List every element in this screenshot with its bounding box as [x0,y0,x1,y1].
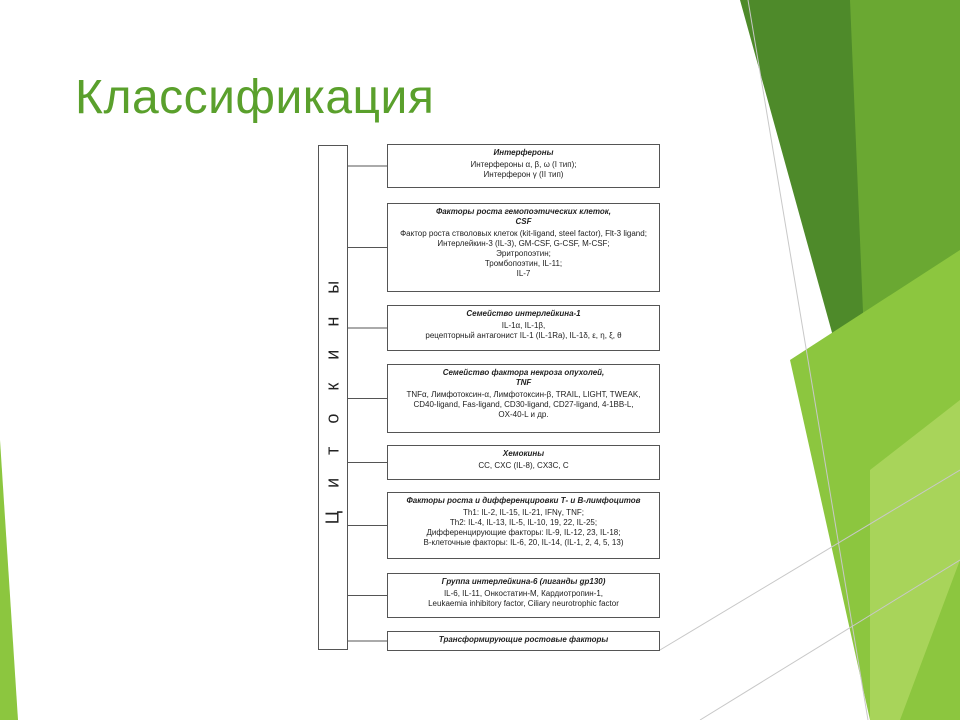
group-box-interferons [387,144,660,188]
group-heading [388,368,659,388]
group-line: Th1: IL-2, IL-15, IL-21, IFNγ, TNF; [463,508,584,517]
group-heading-line: TNF [515,378,532,387]
group-heading: Группа интерлейкина-6 (лиганды gp130) [441,577,606,586]
group-line: Интерлейкин-3 (IL-3), GM-CSF, G-CSF, M-CSF; [437,239,610,248]
group-line: рецепторный антагонист IL-1 (IL-1Ra), IL-1δ, ε, η, ξ, θ [425,331,622,340]
group-heading: Факторы роста и дифференцировки Т- и В-лимфоцитов [406,496,641,505]
group-line: TNFα, Лимфотоксин-α, Лимфотоксин-β, TRAIL, LIGHT, TWEAK, [406,390,641,399]
group-line: Фактор роста стволовых клеток (kit-ligand, steel factor), Flt-3 ligand; [400,229,647,238]
group-heading: Трансформирующие ростовые факторы [438,635,609,644]
group-box-il1 [387,305,660,351]
group-line: CD40-ligand, Fas-ligand, CD30-ligand, CD27-ligand, 4-1BB-L, [413,400,634,409]
group-line: IL-6, IL-11, Онкостатин-M, Кардиотропин-1, [443,589,604,598]
group-heading: Интерфероны [493,148,554,157]
group-line: Тромбопоэтин, IL-11; [484,259,563,268]
group-heading [388,207,659,227]
group-line: B-клеточные факторы: IL-6, 20, IL-14, (IL-1, 2, 4, 5, 13) [423,538,624,547]
group-line: Интерферон γ (II тип) [483,170,564,179]
group-line: Дифференцирующие факторы: IL-9, IL-12, 23, IL-18; [426,528,621,537]
group-line: Интерфероны α, β, ω (I тип); [470,160,577,169]
group-heading: Семейство интерлейкина-1 [466,309,581,318]
group-box-il6 [387,573,660,618]
group-heading-line: CSF [515,217,532,226]
group-box-chemokines [387,445,660,480]
group-line: IL-1α, IL-1β, [501,321,546,330]
group-box-csf [387,203,660,292]
group-box-tgf [387,631,660,651]
root-node [318,145,348,650]
root-label: Ц и т о к и н ы [322,271,343,524]
slide-title: Классификация [75,71,435,124]
group-heading: Хемокины [502,449,545,458]
group-line: Leukaemia inhibitory factor, Ciliary neurotrophic factor [428,599,619,608]
group-heading-line: Семейство фактора некроза опухолей, [442,368,605,377]
group-line: CC, CXC (IL-8), CX3C, C [478,461,569,470]
group-line: IL-7 [516,269,531,278]
group-heading-line: Факторы роста гемопоэтических клеток, [435,207,612,216]
group-line: Эритропоэтин; [496,249,551,258]
group-box-tnf [387,364,660,433]
group-line: Th2: IL-4, IL-13, IL-5, IL-10, 19, 22, IL-25; [449,518,598,527]
group-line: OX-40-L и др. [498,410,549,419]
group-box-lymphocyte-factors [387,492,660,559]
